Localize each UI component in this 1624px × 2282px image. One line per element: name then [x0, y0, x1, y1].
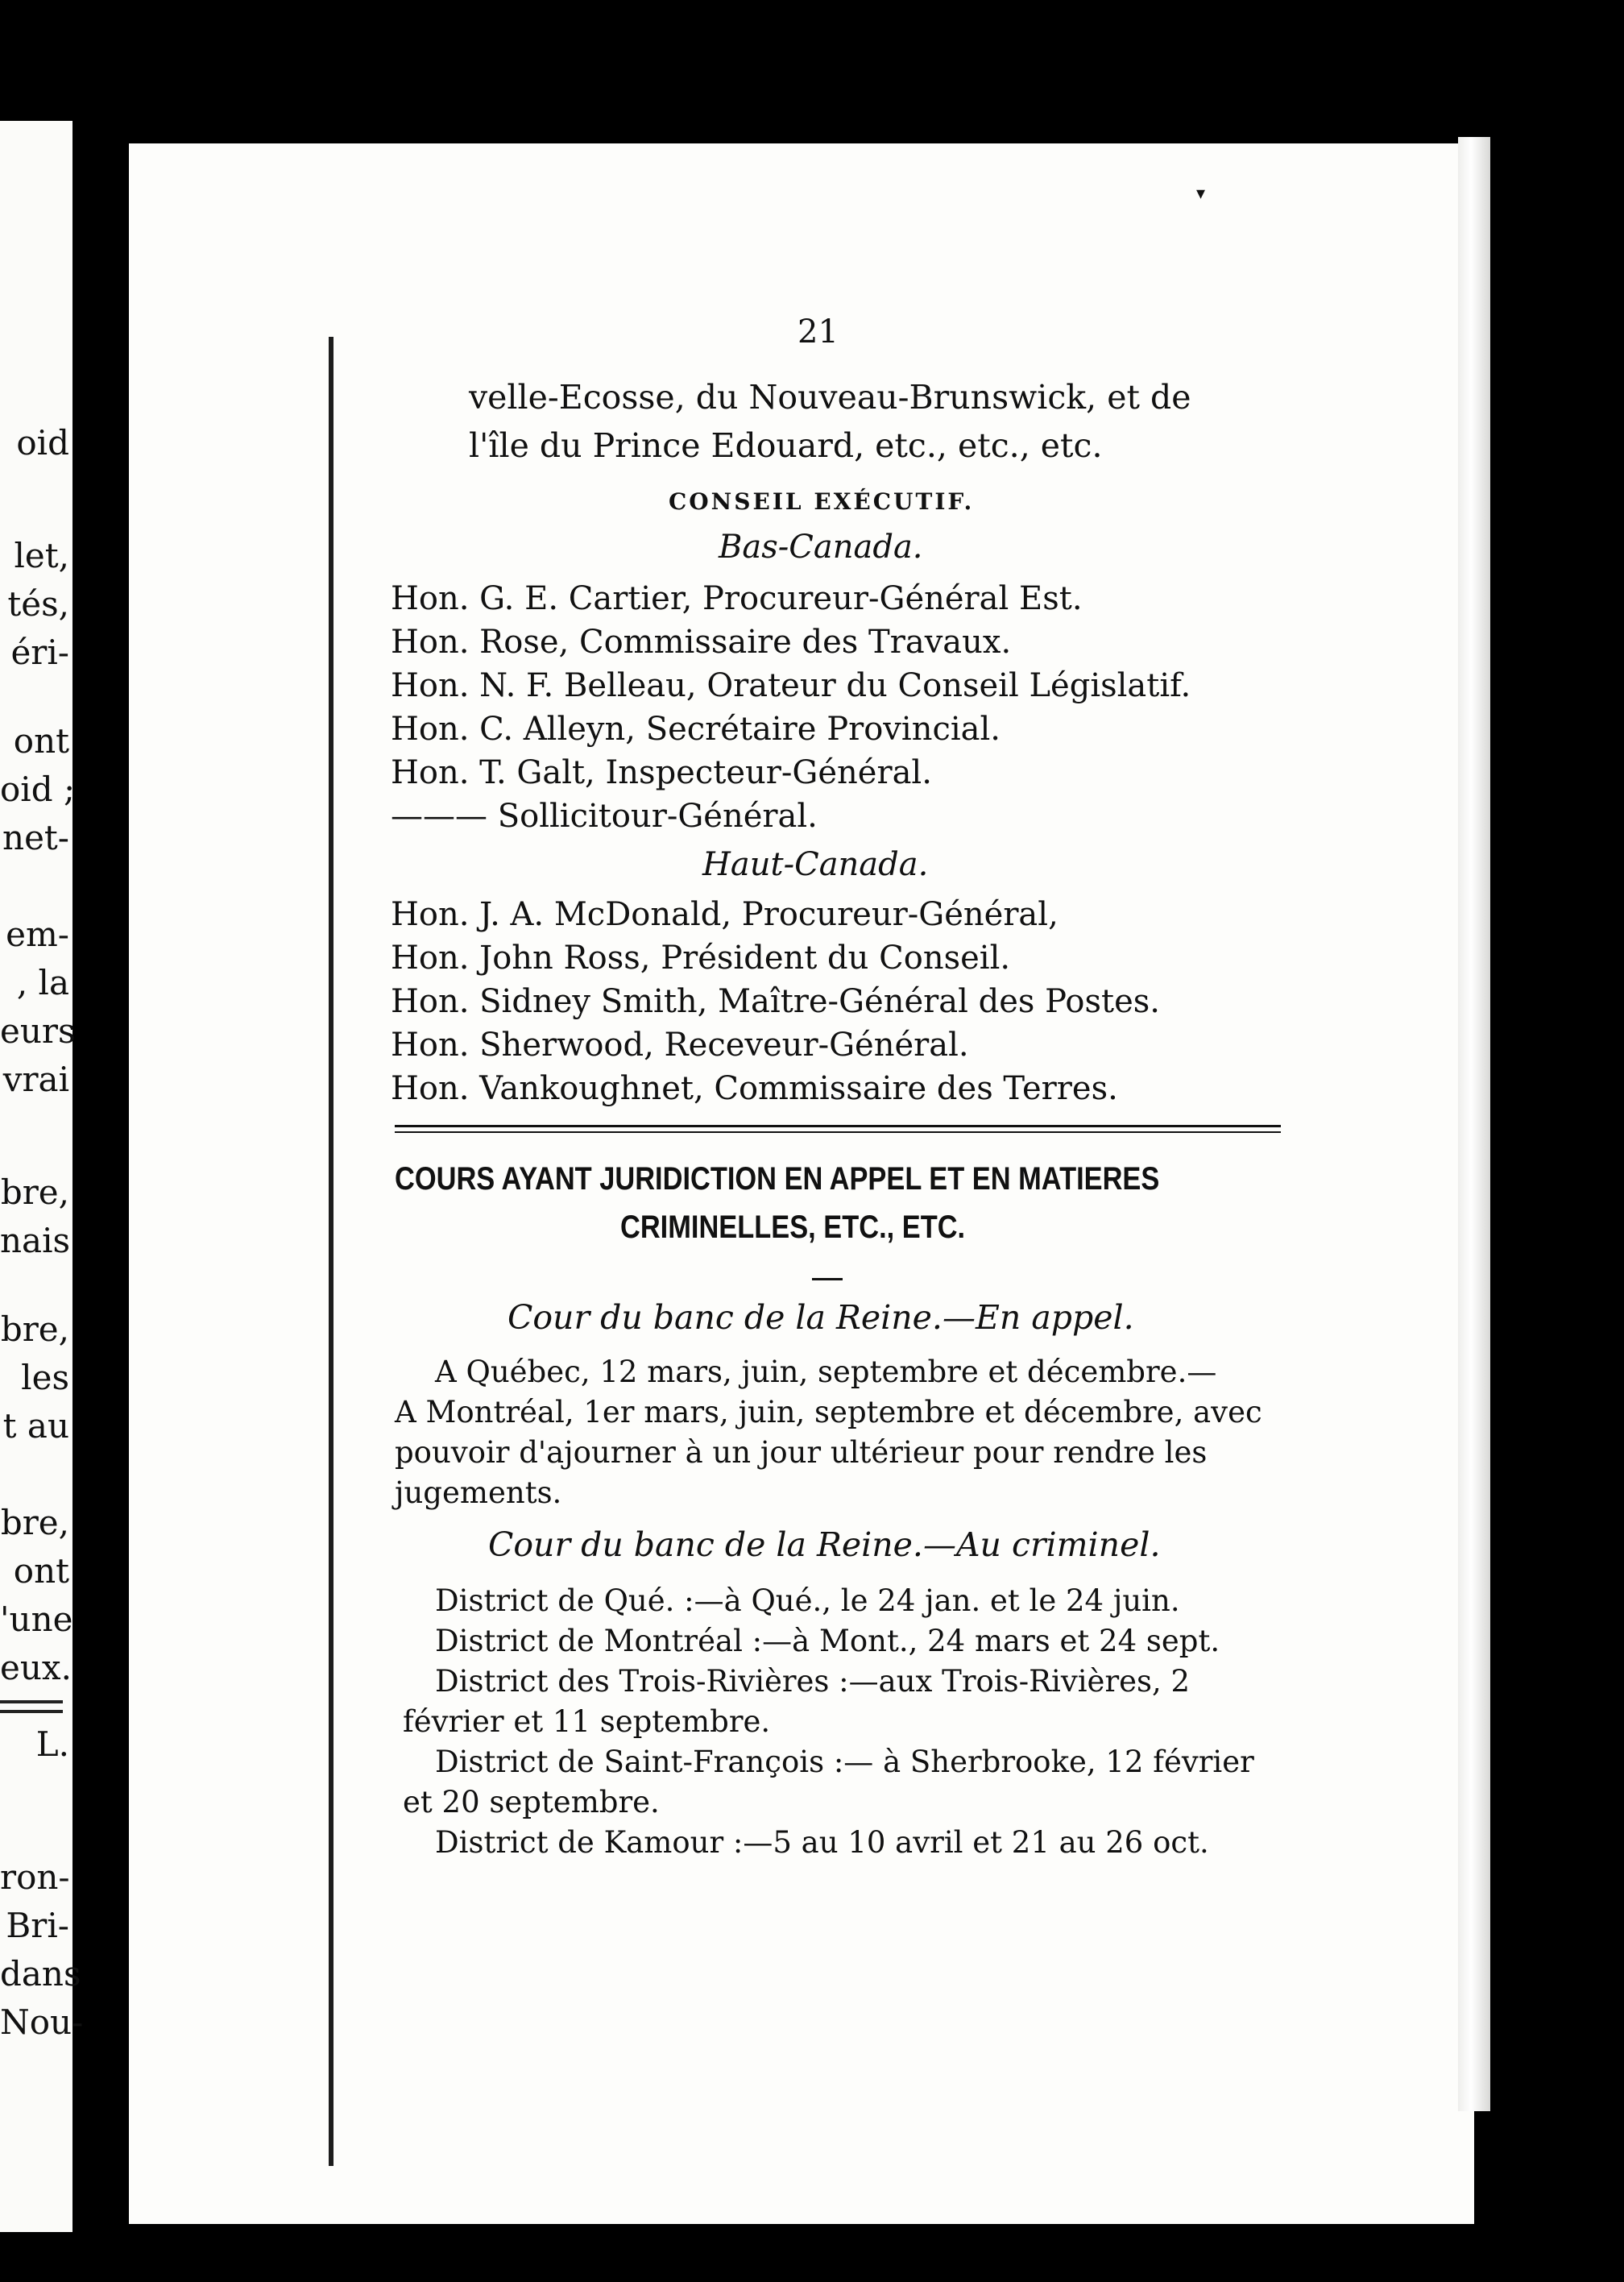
criminal-line: et 20 septembre. [403, 1785, 660, 1819]
left-fragment: Bri- [6, 1906, 69, 1945]
book-page [129, 143, 1474, 2224]
criminal-line: District de Kamour :—5 au 10 avril et 21 au 26 oct. [435, 1825, 1209, 1860]
appeal-line: A Québec, 12 mars, juin, septembre et décembre.— [435, 1355, 1217, 1389]
left-fragment: let, [14, 536, 69, 575]
page-content [129, 143, 1474, 2224]
left-fragment: eux. [0, 1648, 72, 1687]
member-line: Hon. T. Galt, Inspecteur-Général. [391, 754, 932, 791]
executive-heading: CONSEIL EXÉCUTIF. [669, 488, 975, 515]
bas-canada-title: Bas-Canada. [719, 529, 923, 566]
left-fragment: ont [13, 721, 69, 761]
left-rule [0, 1710, 63, 1713]
left-fragment: bre, [0, 1172, 69, 1212]
criminal-line: District de Saint-François :— à Sherbrooke, 12 février [435, 1745, 1254, 1779]
left-fragment: , la [16, 963, 69, 1002]
left-facing-page [0, 121, 84, 2232]
appeal-line: jugements. [395, 1475, 562, 1510]
left-fragment: em- [6, 915, 69, 954]
member-line: Hon. Sidney Smith, Maître-Général des Postes. [391, 983, 1161, 1020]
left-fragment: oid [16, 423, 69, 463]
member-line: Hon. Vankoughnet, Commissaire des Terres. [391, 1070, 1118, 1107]
left-rule [0, 1700, 63, 1703]
intro-line: velle-Ecosse, du Nouveau-Brunswick, et de [469, 378, 1191, 417]
courts-heading: CRIMINELLES, ETC., ETC. [620, 1209, 966, 1245]
appeal-line: A Montréal, 1er mars, juin, septembre et décembre, avec [395, 1395, 1262, 1429]
section-rule [395, 1125, 1281, 1127]
member-line: Hon. C. Alleyn, Secrétaire Provincial. [391, 711, 1001, 748]
page-edge [1458, 137, 1490, 2111]
criminal-line: District de Montréal :—à Mont., 24 mars et 24 sept. [435, 1624, 1220, 1658]
intro-line: l'île du Prince Edouard, etc., etc., etc. [469, 426, 1103, 465]
left-fragment: éri- [10, 633, 69, 672]
ink-mark: ▾ [1196, 184, 1206, 204]
left-fragment: vrai [2, 1060, 69, 1099]
left-fragment: eurs [0, 1011, 76, 1051]
left-fragment: oid ; [0, 770, 76, 809]
appeal-title: Cour du banc de la Reine.—En appel. [508, 1298, 1134, 1337]
left-fragment: net- [2, 818, 69, 857]
member-line: Hon. Rose, Commissaire des Travaux. [391, 624, 1012, 661]
member-line: Hon. Sherwood, Receveur-Général. [391, 1027, 969, 1064]
courts-heading: COURS AYANT JURIDICTION EN APPEL ET EN MATIERES [395, 1161, 1160, 1197]
member-line: Hon. N. F. Belleau, Orateur du Conseil Législatif. [391, 667, 1191, 704]
short-rule [812, 1278, 843, 1280]
member-line: Hon. G. E. Cartier, Procureur-Général Est. [391, 580, 1083, 617]
criminal-line: District des Trois-Rivières :—aux Trois-Rivières, 2 [435, 1664, 1191, 1699]
left-fragment: les [21, 1358, 69, 1397]
left-fragment: t au [2, 1406, 69, 1446]
section-rule [395, 1131, 1281, 1133]
left-fragment: bre, [0, 1309, 69, 1349]
left-fragment: dans [0, 1954, 81, 1994]
left-fragment: nais [0, 1221, 71, 1260]
haut-canada-title: Haut-Canada. [702, 846, 929, 883]
criminal-line: février et 11 septembre. [403, 1704, 771, 1739]
criminal-title: Cour du banc de la Reine.—Au criminel. [488, 1525, 1161, 1564]
left-fragment: tés, [7, 584, 69, 624]
criminal-line: District de Qué. :—à Qué., le 24 jan. et le 24 juin. [435, 1583, 1180, 1618]
left-fragment: 'une [0, 1599, 73, 1639]
left-fragment: Nou- [0, 2002, 84, 2042]
member-line: ——— Sollicitour-Général. [391, 798, 818, 835]
left-fragment: bre, [0, 1503, 69, 1542]
page-number: 21 [798, 313, 839, 351]
member-line: Hon. John Ross, Président du Conseil. [391, 940, 1011, 977]
left-fragment: L. [35, 1724, 69, 1764]
left-fragment: ont [13, 1551, 69, 1591]
left-fragment: ron- [0, 1857, 70, 1897]
appeal-line: pouvoir d'ajourner à un jour ultérieur pour rendre les [395, 1435, 1208, 1470]
member-line: Hon. J. A. McDonald, Procureur-Général, [391, 896, 1058, 933]
